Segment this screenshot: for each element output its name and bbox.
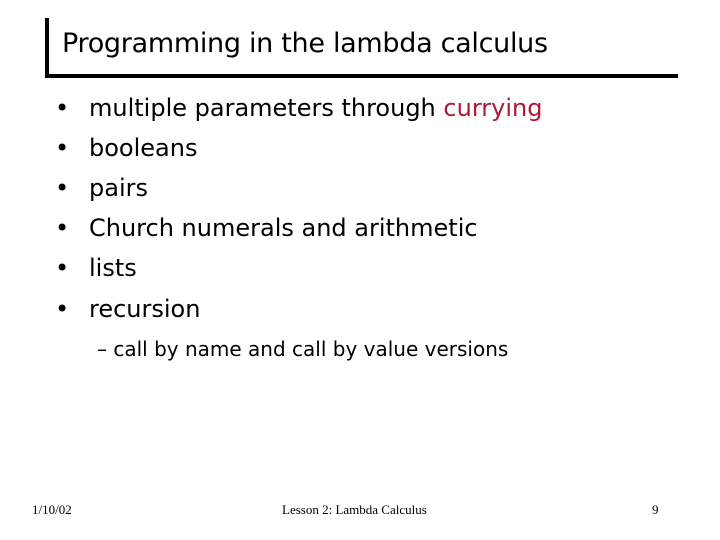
bullet-text: Church numerals and arithmetic xyxy=(89,214,478,242)
bullet-marker: • xyxy=(55,214,70,242)
slide-title: Programming in the lambda calculus xyxy=(62,28,548,59)
bullet-text: multiple parameters through currying xyxy=(89,94,543,122)
bullet-text: recursion xyxy=(89,295,201,323)
bullet-marker: • xyxy=(55,254,70,282)
bullet-item xyxy=(0,254,720,294)
footer-page-number: 9 xyxy=(652,502,659,517)
bullet-emphasis: currying xyxy=(443,94,543,122)
title-rule-horizontal xyxy=(45,74,678,78)
bullet-text: booleans xyxy=(89,134,198,162)
bullet-item xyxy=(0,94,720,134)
title-rule-vertical xyxy=(45,18,49,77)
bullet-item xyxy=(0,174,720,214)
bullet-marker: • xyxy=(55,94,70,122)
footer-lesson-title: Lesson 2: Lambda Calculus xyxy=(282,502,427,517)
sub-bullet: – call by name and call by value versions xyxy=(97,337,509,361)
bullet-item xyxy=(0,134,720,174)
bullet-marker: • xyxy=(55,295,70,323)
bullet-text: lists xyxy=(89,254,137,282)
bullet-item xyxy=(0,295,720,335)
footer-date: 1/10/02 xyxy=(32,502,72,517)
bullet-marker: • xyxy=(55,134,70,162)
bullet-text: pairs xyxy=(89,174,148,202)
bullet-item xyxy=(0,214,720,254)
bullet-marker: • xyxy=(55,174,70,202)
